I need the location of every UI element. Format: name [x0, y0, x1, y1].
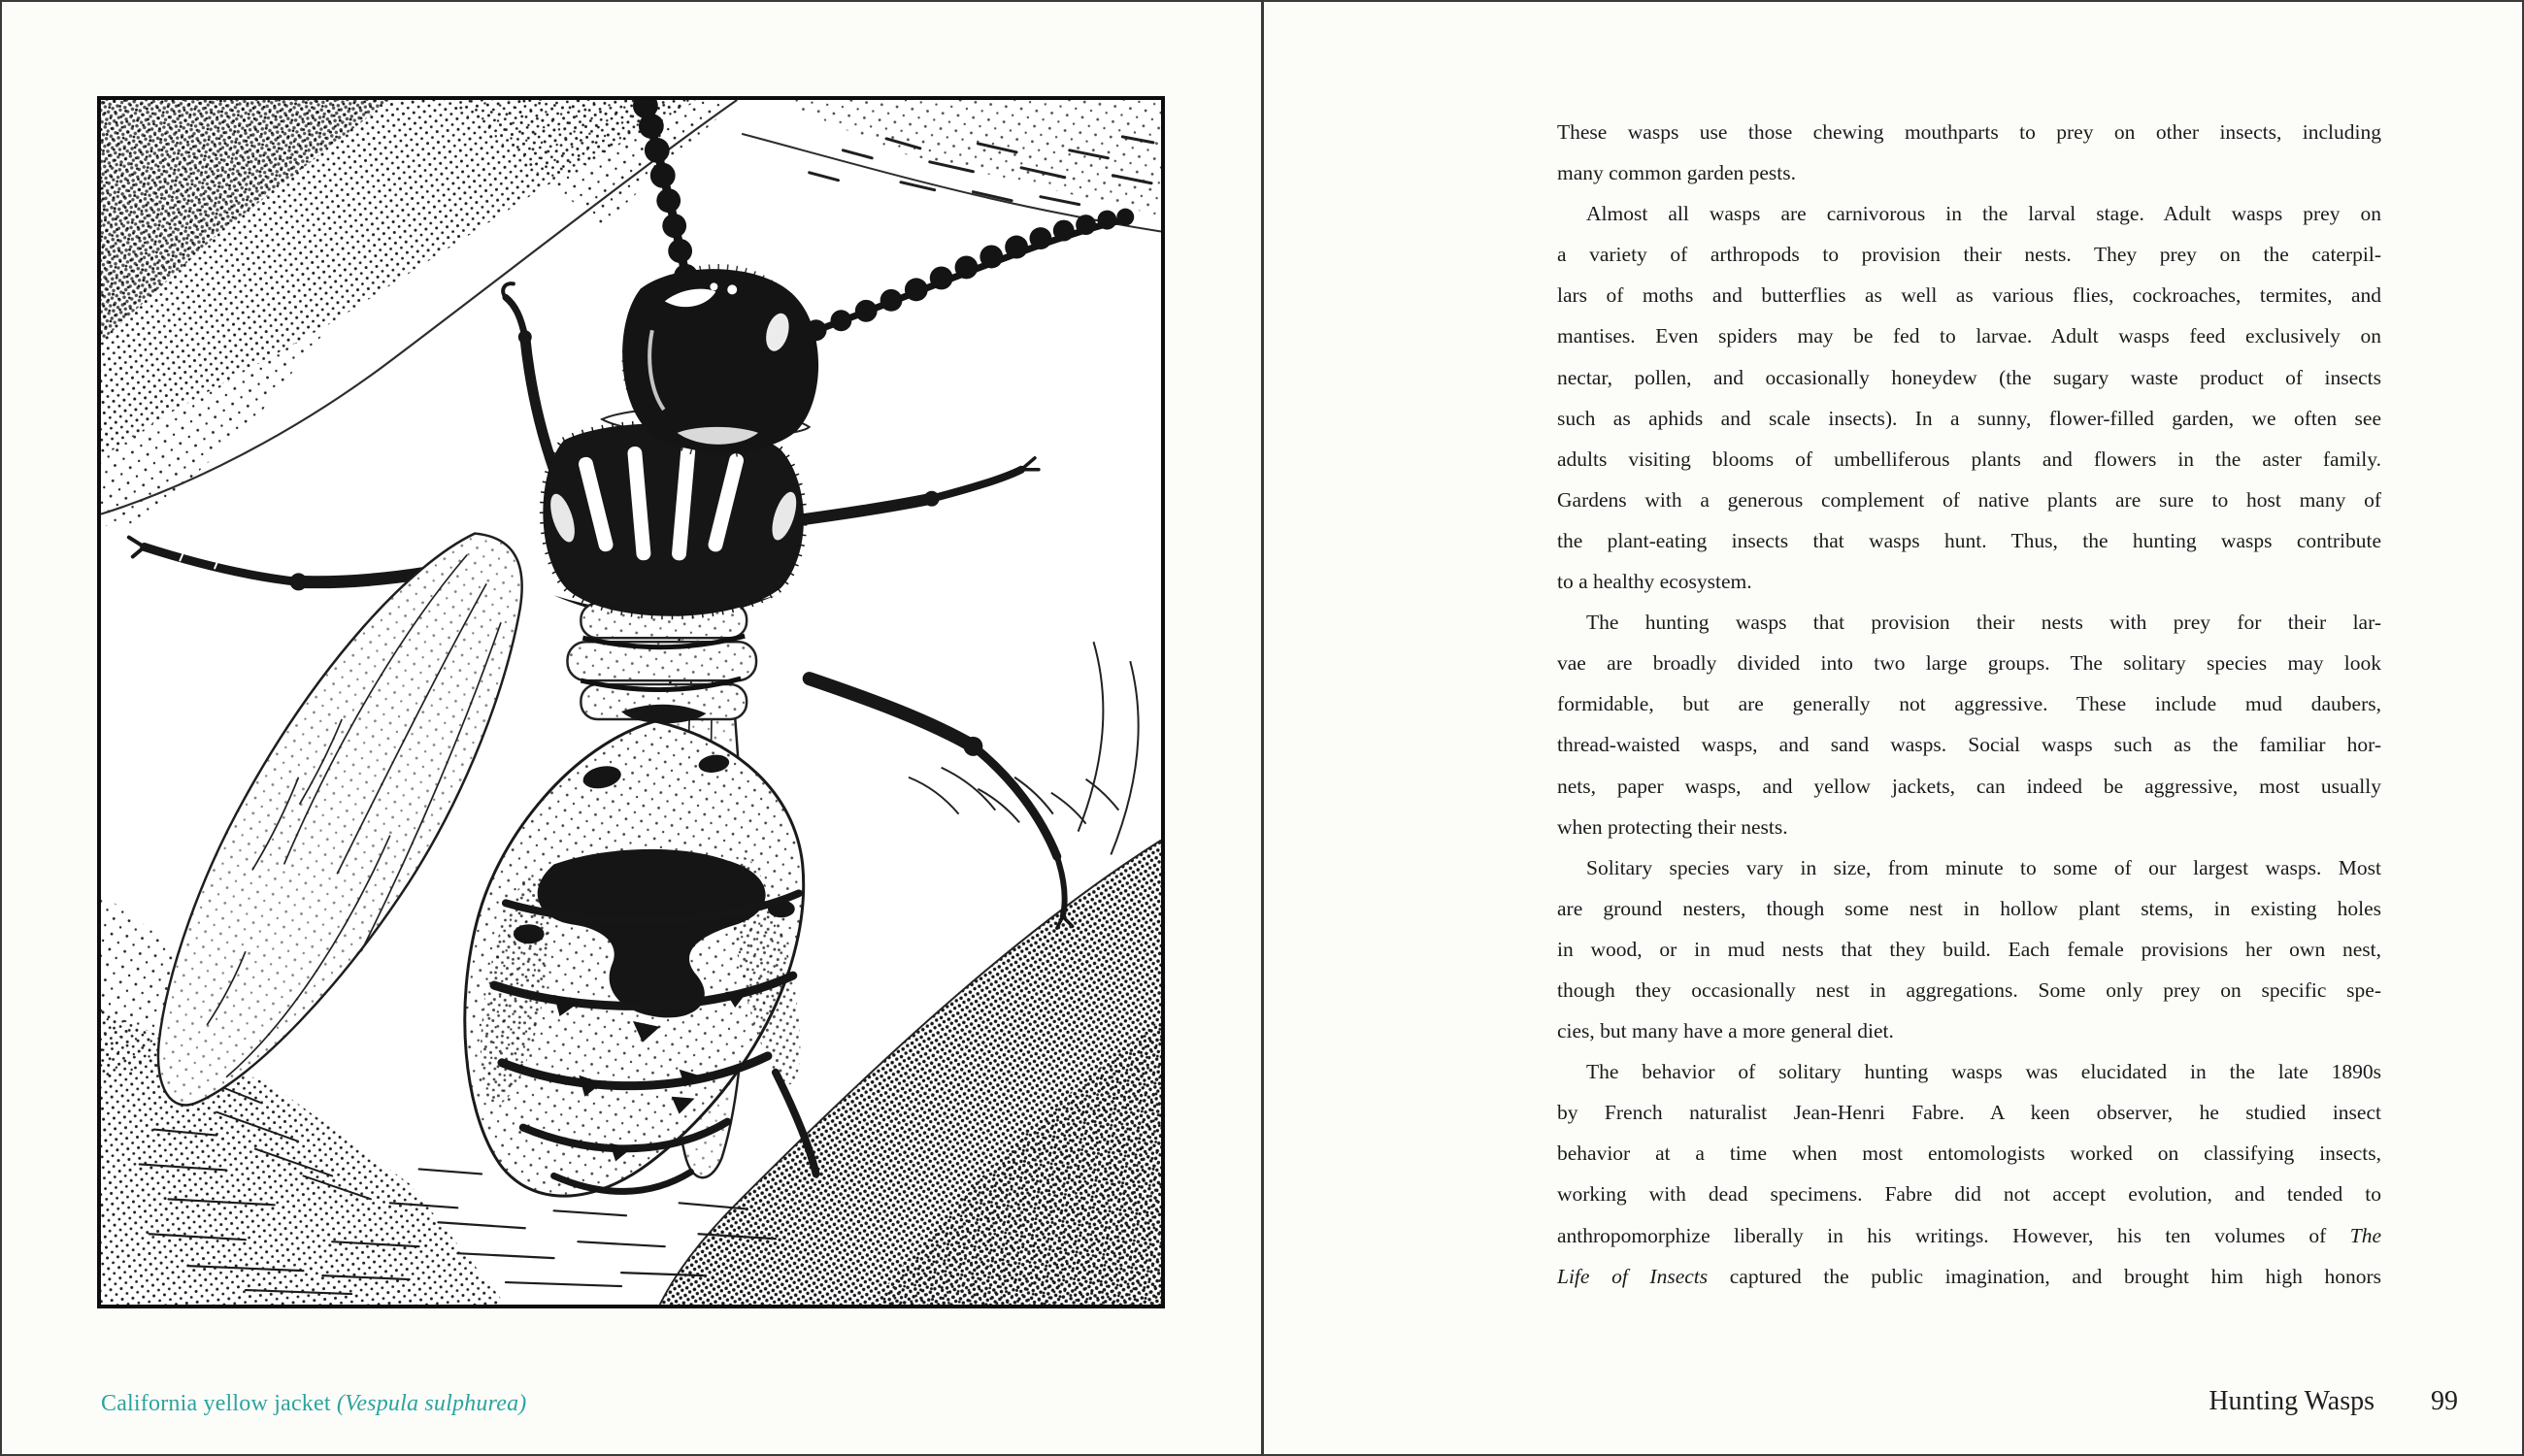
body-text-line-3: Almost all wasps are carnivorous in the larval stage. Adult wasps prey on [1586, 202, 2381, 226]
body-text-line-23: cies, but many have a more general diet. [1557, 1019, 1894, 1043]
body-text-column [1557, 112, 2381, 1297]
body-text-line-10: Gardens with a generous complement of native plants are sure to host many of [1557, 487, 2381, 512]
body-text-line-4: a variety of arthropods to provision their nests. They prey on the caterpil- [1557, 243, 2381, 267]
body-text-line-1: These wasps use those chewing mouthparts to prey on other insects, including [1557, 120, 2381, 144]
body-text-line-29: Life of Insects captured the public imagination, and brought him high honors [1557, 1264, 2382, 1288]
body-text-line-25: by French naturalist Jean-Henri Fabre. A keen observer, he studied insect [1557, 1101, 2381, 1125]
body-text-line-16: thread-waisted wasps, and sand wasps. Social wasps such as the familiar hor- [1557, 733, 2381, 757]
body-text-line-19: Solitary species vary in size, from minute to some of our largest wasps. Most [1586, 855, 2381, 879]
left-page [0, 0, 1261, 1456]
wasp-abdomen [465, 721, 814, 1196]
illustration-frame [97, 96, 1165, 1308]
body-text-line-26: behavior at a time when most entomologists worked on classifying insects, [1557, 1142, 2381, 1166]
illustration-caption: California yellow jacket (Vespula sulphurea) [101, 1391, 527, 1416]
running-footer-chapter-title: Hunting Wasps [2208, 1386, 2375, 1416]
body-text-line-22: though they occasionally nest in aggregations. Some only prey on specific spe- [1557, 977, 2381, 1002]
body-text-line-15: formidable, but are generally not aggressive. These include mud daubers, [1557, 692, 2381, 716]
body-text-line-20: are ground nesters, though some nest in hollow plant stems, in existing holes [1557, 896, 2381, 920]
body-text-line-13: The hunting wasps that provision their nests with prey for their lar- [1586, 611, 2381, 635]
body-text-line-17: nets, paper wasps, and yellow jackets, can indeed be aggressive, most usually [1557, 774, 2381, 798]
body-text-line-6: mantises. Even spiders may be fed to larvae. Adult wasps feed exclusively on [1557, 324, 2381, 348]
body-text-line-7: nectar, pollen, and occasionally honeydew (the sugary waste product of insects [1557, 365, 2381, 389]
right-page [1264, 0, 2524, 1456]
wasp-right-antenna [806, 209, 1135, 342]
body-text-line-27: working with dead specimens. Fabre did not accept evolution, and tended to [1557, 1182, 2381, 1207]
page-number: 99 [2431, 1386, 2458, 1416]
body-text-line-24: The behavior of solitary hunting wasps was elucidated in the late 1890s [1586, 1060, 2381, 1084]
body-text-line-28: anthropomorphize liberally in his writings. However, his ten volumes of The [1557, 1223, 2381, 1247]
body-text-line-12: to a healthy ecosystem. [1557, 570, 1752, 594]
body-text-line-21: in wood, or in mud nests that they build. Each female provisions her own nest, [1557, 937, 2381, 961]
body-text-line-2: many common garden pests. [1557, 161, 1797, 185]
body-text-line-5: lars of moths and butterflies as well as various flies, cockroaches, termites, and [1557, 283, 2381, 308]
body-text-line-8: such as aphids and scale insects). In a sunny, flower-filled garden, we often see [1557, 406, 2381, 430]
wasp-illustration [101, 100, 1161, 1305]
body-text-line-11: the plant-eating insects that wasps hunt. Thus, the hunting wasps contribute [1557, 528, 2381, 552]
running-footer [2208, 1385, 2458, 1418]
body-text-line-9: adults visiting blooms of umbelliferous plants and flowers in the aster family. [1557, 447, 2381, 471]
body-text-line-14: vae are broadly divided into two large groups. The solitary species may look [1557, 651, 2381, 676]
body-text-line-18: when protecting their nests. [1557, 814, 1788, 839]
